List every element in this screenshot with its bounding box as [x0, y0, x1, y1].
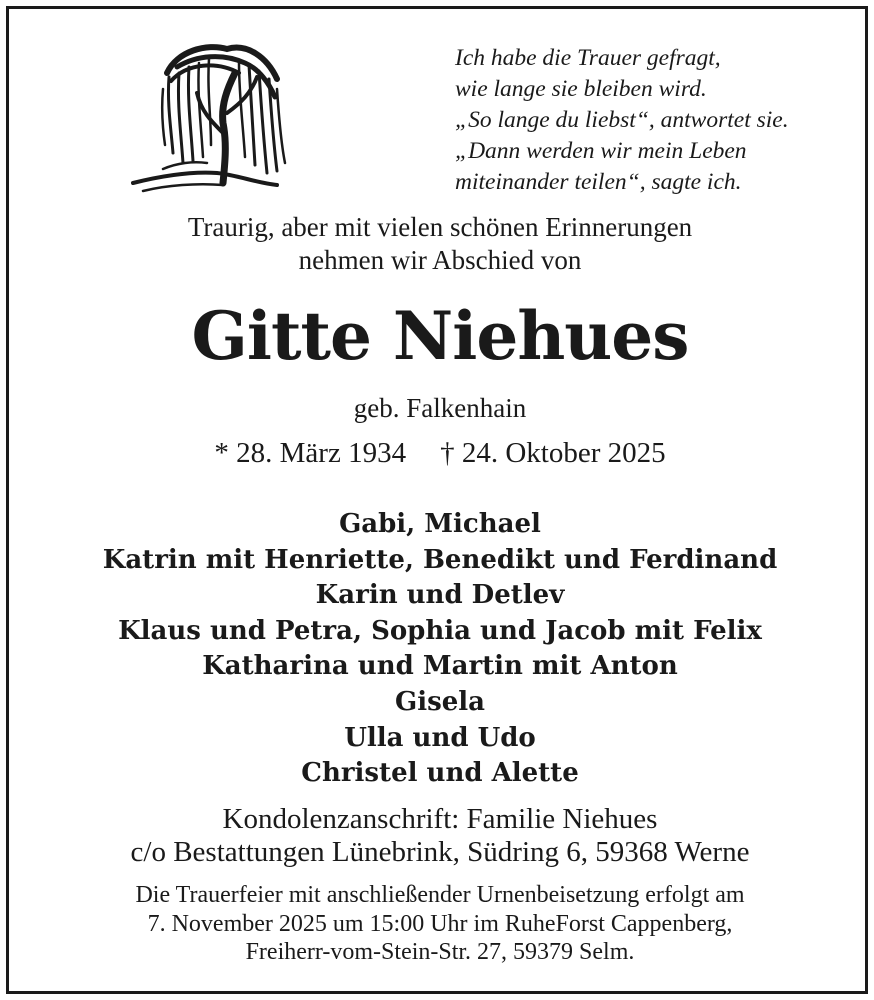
- address-line: c/o Bestattungen Lünebrink, Südring 6, 59368 Werne: [130, 836, 750, 868]
- obituary-frame: [6, 6, 868, 994]
- deceased-name: Gitte Niehues: [191, 297, 689, 375]
- poem-line: wie lange sie bleiben wird.: [455, 76, 707, 102]
- life-dates: [9, 437, 871, 470]
- birth-date: * 28. März 1934: [214, 437, 407, 469]
- birth-name: geb. Falkenhain: [353, 393, 527, 423]
- poem-line: „So lange du liebst“, antwortet sie.: [455, 107, 789, 133]
- mourner-line: Gisela: [395, 686, 485, 717]
- intro-text: [9, 211, 871, 277]
- poem-line: „Dann werden wir mein Leben: [455, 138, 747, 164]
- ceremony-info: [9, 881, 871, 967]
- intro-line: nehmen wir Abschied von: [298, 245, 582, 275]
- condolence-address: [9, 803, 871, 869]
- intro-line: Traurig, aber mit vielen schönen Erinnerungen: [187, 212, 693, 242]
- mourner-line: Ulla und Udo: [344, 722, 536, 753]
- mourner-line: Christel und Alette: [301, 758, 579, 789]
- poem-line: miteinander teilen“, sagte ich.: [455, 169, 742, 195]
- poem: [455, 43, 855, 198]
- mourner-line: Gabi, Michael: [339, 509, 541, 539]
- mourner-line: Katrin mit Henriette, Benedikt und Ferdinand: [102, 544, 778, 575]
- mourner-line: Karin und Detlev: [315, 580, 565, 611]
- mourner-line: Katharina und Martin mit Anton: [202, 651, 678, 682]
- ceremony-line: Die Trauerfeier mit anschließender Urnenbeisetzung erfolgt am: [135, 882, 745, 908]
- weeping-willow-icon: [127, 33, 297, 203]
- mourners-list: [9, 507, 871, 792]
- ceremony-line: 7. November 2025 um 15:00 Uhr im RuheForst Cappenberg,: [147, 910, 733, 937]
- poem-line: Ich habe die Trauer gefragt,: [455, 45, 721, 71]
- death-date: † 24. Oktober 2025: [440, 437, 666, 469]
- mourner-line: Klaus und Petra, Sophia und Jacob mit Felix: [118, 615, 762, 646]
- ceremony-line: Freiherr-vom-Stein-Str. 27, 59379 Selm.: [245, 939, 635, 965]
- address-line: Kondolenzanschrift: Familie Niehues: [222, 803, 658, 835]
